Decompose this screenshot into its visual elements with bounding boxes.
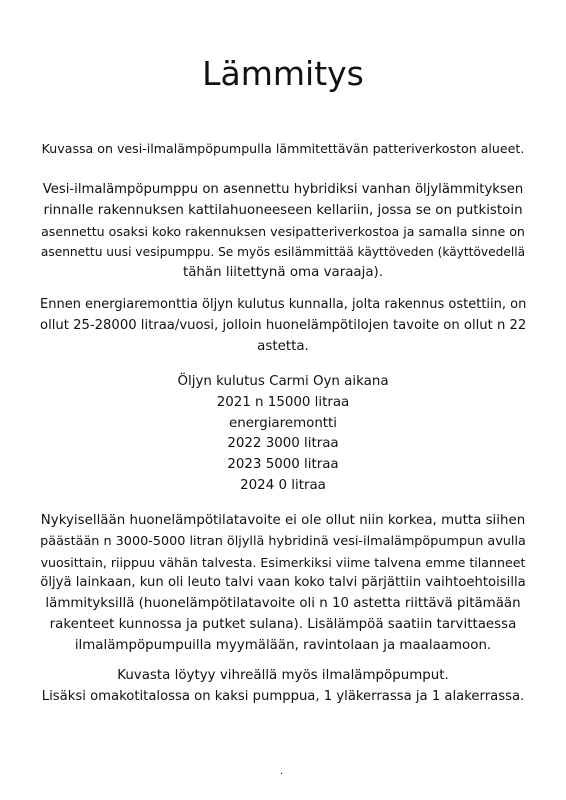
text-line: ollut 25-28000 litraa/vuosi, jolloin huonelämpötilojen tavoite on ollut n 22 [40, 317, 527, 333]
text-line: Ennen energiaremonttia öljyn kulutus kunnalla, jolta rakennus ostettiin, on [40, 297, 527, 312]
text-line: Kuvasta löytyy vihreällä myös ilmalämpöpumput. [117, 668, 449, 683]
text-line: Kuvassa on vesi-ilmalämpöpumpulla lämmitettävän patteriverkoston alueet. [41, 141, 525, 156]
page-title: Lämmitys [202, 54, 364, 93]
text-line: Nykyisellään huonelämpötilatavoite ei ole ollut niin korkea, mutta siihen [40, 513, 526, 528]
heat-pump-installation-paragraph [40, 180, 526, 284]
text-line: päästään n 3000-5000 litran öljyllä hybridinä vesi-ilmalämpöpumpun avulla [40, 533, 526, 549]
text-line: rinnalle rakennuksen kattilahuoneeseen kellariin, jossa se on putkistoin [43, 202, 523, 218]
oil-consumption-list [40, 372, 526, 497]
text-line: tähän liitettynä oma varaaja). [182, 265, 384, 281]
list-item: 2021 n 15000 litraa [216, 394, 350, 410]
previous-consumption-paragraph [40, 295, 526, 357]
text-line: Vesi-ilmalämpöpumppu on asennettu hybridiksi vanhan öljylämmityksen [42, 182, 524, 197]
list-item: 2023 5000 litraa [227, 457, 339, 473]
list-item: energiaremontti [228, 415, 338, 431]
closing-paragraph [40, 666, 526, 708]
text-line: Lisäksi omakotitalossa on kaksi pumppua, 1 yläkerrassa ja 1 alakerrassa. [41, 688, 525, 704]
list-item: 2022 3000 litraa [227, 436, 339, 452]
text-line: asennettu osaksi koko rakennuksen vesipatteriverkostoa ja samalla sinne on [41, 223, 525, 239]
list-item: 2024 0 litraa [240, 477, 326, 493]
text-line: rakenteet kunnossa ja putket sulana). Lisälämpöä saatiin tarvittaessa [49, 616, 517, 632]
list-heading: Öljyn kulutus Carmi Oyn aikana [177, 374, 389, 389]
text-line: astetta. [257, 338, 309, 354]
text-line: vuosittain, riippuu vähän talvesta. Esimerkiksi viime talvena emme tilanneet [40, 554, 526, 570]
text-line: asennettu uusi vesipumppu. Se myös esilämmittää käyttöveden (käyttövedellä [40, 245, 526, 260]
current-situation-paragraph [40, 511, 526, 657]
text-line: ilmalämpöpumpuilla myymälään, ravintolaan ja maalaamoon. [74, 637, 492, 653]
footer-mark: . [280, 766, 284, 777]
text-line: lämmityksillä (huonelämpötilatavoite oli n 10 astetta riittävä pitämään [45, 596, 521, 612]
intro-paragraph [40, 139, 526, 160]
text-line: öljyä lainkaan, kun oli leuto talvi vaan koko talvi pärjättiin vaihtoehtoisilla [40, 575, 526, 591]
